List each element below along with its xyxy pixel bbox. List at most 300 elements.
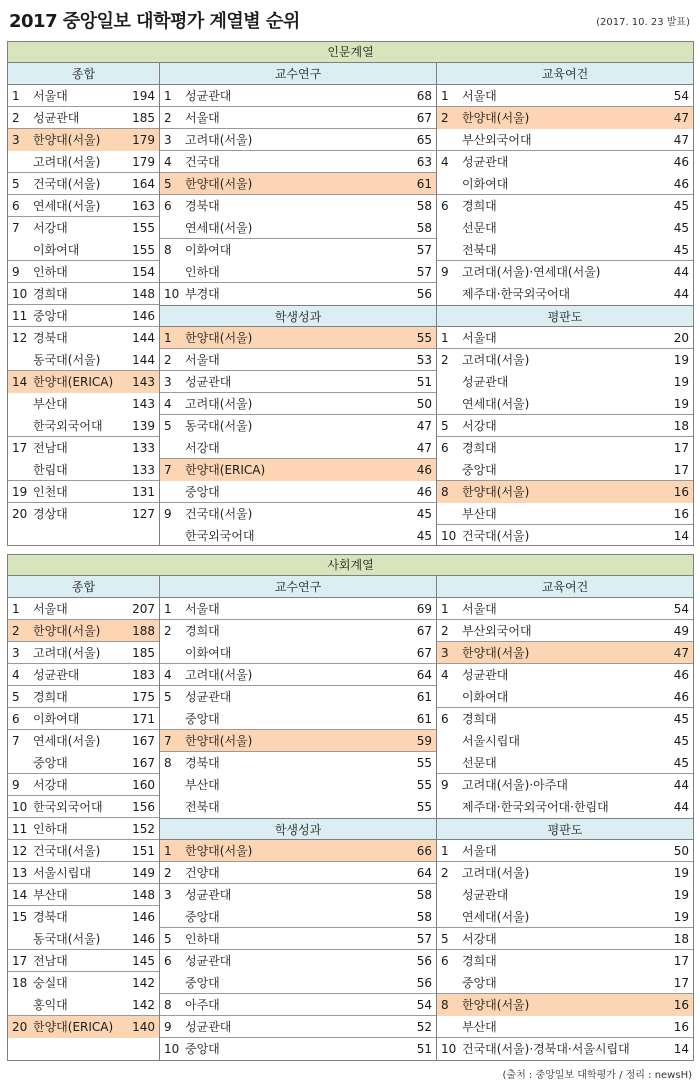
rank-number: 1 <box>12 89 20 103</box>
source-note: (출처 : 중앙일보 대학평가 / 정리 : newsH) <box>502 1070 692 1081</box>
score-value: 155 <box>132 221 155 235</box>
university-name: 한양대(서울) <box>462 646 530 660</box>
rank-number: 10 <box>441 1042 457 1056</box>
category-header: 종합 <box>8 576 159 598</box>
ranking-row <box>8 415 159 437</box>
university-name: 연세대(서울) <box>33 199 101 213</box>
ranking-row <box>437 730 693 752</box>
university-name: 이화여대 <box>185 243 232 257</box>
score-value: 67 <box>416 111 432 125</box>
score-value: 171 <box>132 712 155 726</box>
rank-number: 1 <box>441 602 449 616</box>
rank-number: 5 <box>164 932 172 946</box>
university-name: 경희대 <box>462 712 497 726</box>
rank-number: 15 <box>12 910 28 924</box>
rank-number: 3 <box>441 646 449 660</box>
ranking-row <box>8 393 159 415</box>
page-title: 2017 중앙일보 대학평가 계열별 순위 <box>9 11 300 32</box>
university-name: 전북대 <box>462 243 497 257</box>
ranking-row <box>437 371 693 393</box>
university-name: 부산대 <box>33 397 68 411</box>
score-value: 131 <box>132 485 155 499</box>
score-value: 140 <box>132 1020 155 1034</box>
ranking-row <box>437 437 693 459</box>
score-value: 64 <box>416 668 432 682</box>
rank-number: 5 <box>441 419 449 433</box>
ranking-row <box>437 1038 693 1060</box>
university-name: 한양대(서울) <box>185 844 253 858</box>
rank-number: 4 <box>164 155 172 169</box>
university-name: 한국외국어대 <box>33 419 103 433</box>
rank-number: 5 <box>164 419 172 433</box>
university-name: 경북대 <box>33 331 68 345</box>
university-name: 이화여대 <box>462 177 509 191</box>
score-value: 54 <box>416 998 432 1012</box>
score-value: 167 <box>132 734 155 748</box>
score-value: 45 <box>416 529 432 543</box>
ranking-row <box>8 774 159 796</box>
university-name: 성균관대 <box>33 668 80 682</box>
rank-number: 1 <box>12 602 20 616</box>
ranking-row <box>160 664 436 686</box>
score-value: 185 <box>132 111 155 125</box>
university-name: 성균관대 <box>33 111 80 125</box>
category-header: 교육여건 <box>437 63 693 85</box>
score-value: 148 <box>132 287 155 301</box>
ranking-row <box>8 620 159 642</box>
column-faculty-student <box>159 63 436 545</box>
ranking-row <box>437 840 693 862</box>
ranking-row <box>160 840 436 862</box>
score-value: 133 <box>132 441 155 455</box>
score-value: 16 <box>673 998 689 1012</box>
score-value: 156 <box>132 800 155 814</box>
university-name: 고려대(서울) <box>185 668 253 682</box>
university-name: 이화여대 <box>462 690 509 704</box>
university-name: 선문대 <box>462 756 497 770</box>
university-name: 성균관대 <box>462 888 509 902</box>
rank-number: 2 <box>441 111 449 125</box>
score-value: 16 <box>673 1020 689 1034</box>
ranking-row <box>160 862 436 884</box>
rank-number: 9 <box>12 265 20 279</box>
score-value: 19 <box>673 910 689 924</box>
rank-number: 6 <box>441 712 449 726</box>
university-name: 서울대 <box>462 602 497 616</box>
university-name: 한국외국어대 <box>185 529 255 543</box>
rank-number: 6 <box>164 199 172 213</box>
ranking-row <box>437 349 693 371</box>
rank-number: 1 <box>164 844 172 858</box>
ranking-row <box>437 173 693 195</box>
university-name: 경희대 <box>462 199 497 213</box>
ranking-row <box>8 642 159 664</box>
score-value: 49 <box>673 624 689 638</box>
score-value: 45 <box>673 712 689 726</box>
university-name: 중앙대 <box>185 910 220 924</box>
rank-number: 7 <box>12 221 20 235</box>
rank-number: 12 <box>12 331 28 345</box>
ranking-row <box>160 283 436 305</box>
ranking-row <box>8 598 159 620</box>
university-name: 한양대(서울) <box>33 624 101 638</box>
score-value: 54 <box>673 602 689 616</box>
score-value: 56 <box>416 976 432 990</box>
university-name: 서울대 <box>185 111 220 125</box>
university-name: 한양대(서울) <box>462 111 530 125</box>
score-value: 46 <box>673 155 689 169</box>
ranking-row <box>160 437 436 459</box>
university-name: 부산외국어대 <box>462 624 532 638</box>
rank-number: 9 <box>164 507 172 521</box>
score-value: 194 <box>132 89 155 103</box>
rank-number: 9 <box>441 778 449 792</box>
university-name: 한양대(서울) <box>33 133 101 147</box>
rank-number: 19 <box>12 485 28 499</box>
score-value: 183 <box>132 668 155 682</box>
ranking-row <box>437 928 693 950</box>
rank-number: 14 <box>12 888 28 902</box>
release-date: (2017. 10. 23 발표) <box>596 17 690 28</box>
ranking-row <box>8 459 159 481</box>
university-name: 중앙대 <box>33 309 68 323</box>
score-value: 46 <box>416 485 432 499</box>
score-value: 51 <box>416 375 432 389</box>
rank-number: 7 <box>12 734 20 748</box>
rank-number: 6 <box>164 954 172 968</box>
score-value: 47 <box>416 441 432 455</box>
rank-number: 4 <box>12 668 20 682</box>
score-value: 57 <box>416 265 432 279</box>
ranking-row <box>8 217 159 239</box>
rank-number: 2 <box>441 624 449 638</box>
ranking-row <box>160 774 436 796</box>
score-value: 16 <box>673 507 689 521</box>
ranking-row <box>437 752 693 774</box>
university-name: 건국대 <box>185 155 220 169</box>
score-value: 56 <box>416 287 432 301</box>
ranking-row <box>437 107 693 129</box>
score-value: 47 <box>673 133 689 147</box>
university-name: 건국대(서울) <box>185 507 253 521</box>
ranking-row <box>160 129 436 151</box>
rank-number: 20 <box>12 507 28 521</box>
score-value: 188 <box>132 624 155 638</box>
university-name: 부산대 <box>185 778 220 792</box>
university-name: 건양대 <box>185 866 220 880</box>
university-name: 성균관대 <box>185 888 232 902</box>
score-value: 18 <box>673 419 689 433</box>
university-name: 서울시립대 <box>462 734 520 748</box>
score-value: 68 <box>416 89 432 103</box>
ranking-row <box>8 107 159 129</box>
university-name: 중앙대 <box>462 463 497 477</box>
university-name: 서강대 <box>462 932 497 946</box>
university-name: 인하대 <box>185 932 220 946</box>
university-name: 건국대(서울)·경북대·서울시립대 <box>462 1042 630 1056</box>
university-name: 중앙대 <box>185 712 220 726</box>
rank-number: 10 <box>164 1042 180 1056</box>
rank-number: 2 <box>12 111 20 125</box>
rank-number: 4 <box>441 668 449 682</box>
score-value: 50 <box>416 397 432 411</box>
university-name: 부경대 <box>185 287 220 301</box>
university-name: 서울대 <box>185 353 220 367</box>
university-name: 한림대 <box>33 463 68 477</box>
score-value: 44 <box>673 265 689 279</box>
university-name: 서강대 <box>33 778 68 792</box>
score-value: 149 <box>132 866 155 880</box>
rank-number: 10 <box>12 287 28 301</box>
university-name: 성균관대 <box>185 89 232 103</box>
university-name: 고려대(서울) <box>185 397 253 411</box>
column-overall <box>8 576 159 1060</box>
score-value: 133 <box>132 463 155 477</box>
ranking-row <box>160 928 436 950</box>
ranking-row <box>160 708 436 730</box>
score-value: 50 <box>673 844 689 858</box>
category-header: 교육여건 <box>437 576 693 598</box>
category-header: 종합 <box>8 63 159 85</box>
ranking-row <box>437 393 693 415</box>
column-education-reputation <box>436 63 693 545</box>
score-value: 66 <box>416 844 432 858</box>
university-name: 서울대 <box>185 602 220 616</box>
ranking-row <box>437 525 693 546</box>
ranking-row <box>437 239 693 261</box>
ranking-row <box>437 129 693 151</box>
score-value: 17 <box>673 463 689 477</box>
score-value: 154 <box>132 265 155 279</box>
score-value: 143 <box>132 397 155 411</box>
rank-number: 1 <box>164 602 172 616</box>
score-value: 146 <box>132 910 155 924</box>
university-name: 한양대(서울) <box>185 331 253 345</box>
score-value: 19 <box>673 888 689 902</box>
ranking-row <box>160 950 436 972</box>
ranking-row <box>8 752 159 774</box>
university-name: 고려대(서울) <box>33 155 101 169</box>
ranking-row <box>160 371 436 393</box>
score-value: 55 <box>416 756 432 770</box>
rank-number: 10 <box>441 529 457 543</box>
ranking-row <box>8 840 159 862</box>
rank-number: 3 <box>164 375 172 389</box>
rank-number: 2 <box>164 866 172 880</box>
university-name: 건국대(서울) <box>33 177 101 191</box>
ranking-row <box>437 481 693 503</box>
ranking-row <box>160 415 436 437</box>
rank-number: 13 <box>12 866 28 880</box>
university-name: 서울시립대 <box>33 866 91 880</box>
ranking-row <box>8 906 159 928</box>
university-name: 전북대 <box>185 800 220 814</box>
score-value: 55 <box>416 331 432 345</box>
category-header: 교수연구 <box>160 63 436 85</box>
rank-number: 6 <box>12 199 20 213</box>
rank-number: 2 <box>12 624 20 638</box>
ranking-row <box>8 884 159 906</box>
score-value: 47 <box>673 646 689 660</box>
university-name: 건국대(서울) <box>462 529 530 543</box>
score-value: 151 <box>132 844 155 858</box>
university-name: 동국대(서울) <box>185 419 253 433</box>
section-humanities <box>7 41 694 546</box>
ranking-row <box>437 620 693 642</box>
university-name: 숭실대 <box>33 976 68 990</box>
ranking-row <box>437 327 693 349</box>
score-value: 57 <box>416 932 432 946</box>
score-value: 46 <box>416 463 432 477</box>
rank-number: 8 <box>441 485 449 499</box>
rank-number: 8 <box>164 243 172 257</box>
score-value: 58 <box>416 888 432 902</box>
ranking-row <box>8 129 159 151</box>
score-value: 160 <box>132 778 155 792</box>
ranking-row <box>437 774 693 796</box>
university-name: 아주대 <box>185 998 220 1012</box>
section-title: 사회계열 <box>8 555 693 576</box>
ranking-row <box>437 884 693 906</box>
university-name: 성균관대 <box>185 1020 232 1034</box>
score-value: 18 <box>673 932 689 946</box>
score-value: 146 <box>132 309 155 323</box>
university-name: 성균관대 <box>462 668 509 682</box>
ranking-row <box>8 994 159 1016</box>
rank-number: 2 <box>441 866 449 880</box>
university-name: 동국대(서울) <box>33 353 101 367</box>
university-name: 서울대 <box>462 331 497 345</box>
score-value: 207 <box>132 602 155 616</box>
university-name: 서울대 <box>462 89 497 103</box>
university-name: 중앙대 <box>185 485 220 499</box>
score-value: 144 <box>132 331 155 345</box>
university-name: 연세대(서울) <box>185 221 253 235</box>
rank-number: 2 <box>441 353 449 367</box>
university-name: 이화여대 <box>33 243 80 257</box>
score-value: 63 <box>416 155 432 169</box>
score-value: 45 <box>673 756 689 770</box>
score-value: 67 <box>416 624 432 638</box>
score-value: 139 <box>132 419 155 433</box>
ranking-row <box>160 327 436 349</box>
ranking-row <box>437 664 693 686</box>
ranking-row <box>160 686 436 708</box>
university-name: 고려대(서울) <box>185 133 253 147</box>
rank-number: 9 <box>12 778 20 792</box>
score-value: 54 <box>673 89 689 103</box>
university-name: 부산대 <box>462 507 497 521</box>
ranking-row <box>160 972 436 994</box>
score-value: 44 <box>673 778 689 792</box>
score-value: 127 <box>132 507 155 521</box>
rank-number: 5 <box>12 690 20 704</box>
university-name: 한양대(ERICA) <box>33 375 114 389</box>
ranking-row <box>437 283 693 305</box>
rank-number: 9 <box>164 1020 172 1034</box>
ranking-row <box>437 503 693 525</box>
ranking-row <box>437 151 693 173</box>
score-value: 44 <box>673 287 689 301</box>
ranking-row <box>160 503 436 525</box>
ranking-row <box>437 708 693 730</box>
university-name: 한양대(서울) <box>462 485 530 499</box>
university-name: 동국대(서울) <box>33 932 101 946</box>
rank-number: 17 <box>12 954 28 968</box>
ranking-row <box>160 239 436 261</box>
ranking-row <box>8 503 159 525</box>
university-name: 경상대 <box>33 507 68 521</box>
ranking-row <box>160 349 436 371</box>
university-name: 서울대 <box>462 844 497 858</box>
ranking-row <box>8 730 159 752</box>
ranking-row <box>437 195 693 217</box>
rank-number: 4 <box>164 668 172 682</box>
university-name: 부산외국어대 <box>462 133 532 147</box>
rank-number: 6 <box>441 441 449 455</box>
score-value: 142 <box>132 976 155 990</box>
university-name: 한양대(서울) <box>462 998 530 1012</box>
ranking-row <box>8 151 159 173</box>
score-value: 163 <box>132 199 155 213</box>
university-name: 건국대(서울) <box>33 844 101 858</box>
university-name: 경북대 <box>185 199 220 213</box>
score-value: 16 <box>673 485 689 499</box>
university-name: 성균관대 <box>185 954 232 968</box>
rank-number: 14 <box>12 375 28 389</box>
university-name: 서울대 <box>33 602 68 616</box>
score-value: 143 <box>132 375 155 389</box>
rank-number: 10 <box>12 800 28 814</box>
university-name: 인하대 <box>185 265 220 279</box>
score-value: 44 <box>673 800 689 814</box>
category-header: 학생성과 <box>160 818 436 840</box>
rank-number: 10 <box>164 287 180 301</box>
score-value: 67 <box>416 646 432 660</box>
score-value: 52 <box>416 1020 432 1034</box>
ranking-row <box>8 305 159 327</box>
ranking-row <box>160 730 436 752</box>
ranking-row <box>437 217 693 239</box>
rank-number: 18 <box>12 976 28 990</box>
rank-number: 8 <box>441 998 449 1012</box>
score-value: 185 <box>132 646 155 660</box>
rank-number: 3 <box>12 646 20 660</box>
ranking-row <box>437 994 693 1016</box>
rank-number: 20 <box>12 1020 28 1034</box>
university-name: 한국외국어대 <box>33 800 103 814</box>
university-name: 전남대 <box>33 441 68 455</box>
university-name: 중앙대 <box>33 756 68 770</box>
score-value: 155 <box>132 243 155 257</box>
university-name: 한양대(서울) <box>185 734 253 748</box>
score-value: 17 <box>673 441 689 455</box>
ranking-row <box>437 862 693 884</box>
score-value: 17 <box>673 954 689 968</box>
rank-number: 3 <box>164 133 172 147</box>
column-education-reputation <box>436 576 693 1060</box>
ranking-row <box>437 972 693 994</box>
rank-number: 1 <box>164 331 172 345</box>
university-name: 전남대 <box>33 954 68 968</box>
rank-number: 1 <box>164 89 172 103</box>
ranking-row <box>8 195 159 217</box>
university-name: 제주대·한국외국어대·한림대 <box>462 800 609 814</box>
university-name: 부산대 <box>33 888 68 902</box>
rank-number: 6 <box>441 199 449 213</box>
ranking-row <box>160 752 436 774</box>
rank-number: 2 <box>164 353 172 367</box>
